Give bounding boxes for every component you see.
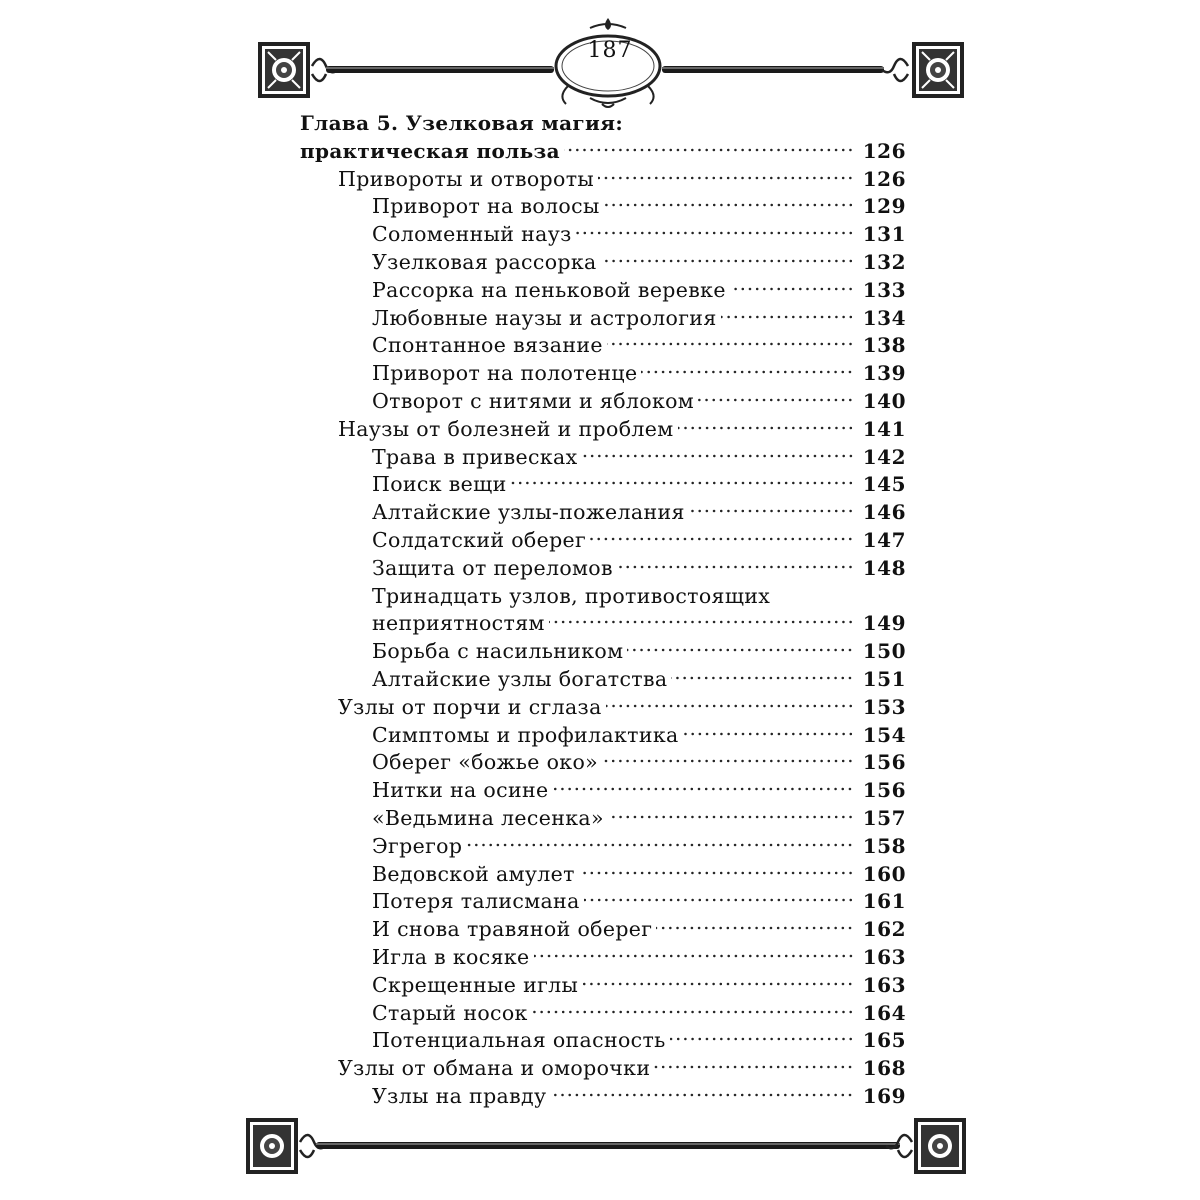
toc-entry bbox=[300, 221, 906, 249]
toc-entry bbox=[300, 138, 906, 166]
toc-leader-dots bbox=[678, 425, 854, 431]
toc-entry bbox=[300, 166, 906, 194]
toc-entry-title: Трава в привесках bbox=[372, 444, 578, 469]
toc-leader-dots bbox=[590, 536, 854, 542]
toc-entry-title: Потенциальная опасность bbox=[372, 1028, 666, 1053]
toc-entry bbox=[300, 666, 906, 694]
toc-leader-dots bbox=[532, 1009, 854, 1015]
toc-entry bbox=[300, 861, 906, 889]
page-number: 187 bbox=[587, 38, 633, 63]
toc-entry-page: 160 bbox=[862, 861, 906, 886]
toc-leader-dots bbox=[656, 925, 854, 931]
toc-entry bbox=[300, 527, 906, 555]
toc-entry-title: Узлы от обмана и оморочки bbox=[338, 1056, 651, 1081]
toc-entry-title: Спонтанное вязание bbox=[372, 333, 603, 358]
toc-leader-dots bbox=[602, 758, 854, 764]
toc-entry bbox=[300, 805, 906, 833]
toc-entry-title: И снова травяной оберег bbox=[372, 917, 653, 942]
toc-entry bbox=[300, 360, 906, 388]
toc-leader-dots bbox=[534, 953, 855, 959]
toc-entry-page: 139 bbox=[862, 361, 906, 386]
toc-entry-title: Поиск вещи bbox=[372, 472, 507, 497]
toc-entry-page: 154 bbox=[862, 722, 906, 747]
toc-entry-page: 132 bbox=[862, 249, 906, 274]
toc-entry-title: Скрещенные иглы bbox=[372, 972, 579, 997]
toc-entry bbox=[300, 1083, 906, 1111]
toc-entry-title: Алтайские узлы-пожелания bbox=[372, 500, 685, 525]
toc-entry-page: 161 bbox=[862, 889, 906, 914]
toc-entry bbox=[300, 638, 906, 666]
toc-entry-page: 156 bbox=[862, 778, 906, 803]
toc-leader-dots bbox=[721, 314, 854, 320]
toc-entry-page: 165 bbox=[862, 1028, 906, 1053]
toc-entry-title: Отворот с нитями и яблоком bbox=[372, 388, 695, 413]
toc-entry-title: Приворот на волосы bbox=[372, 194, 600, 219]
toc-entry-page: 164 bbox=[862, 1000, 906, 1025]
toc-leader-dots bbox=[601, 258, 854, 264]
toc-entry bbox=[300, 388, 906, 416]
toc-entry-title: Приворот на полотенце bbox=[372, 361, 638, 386]
toc-entry-title: Узлы на правду bbox=[372, 1083, 547, 1108]
toc-entry-page: 148 bbox=[862, 555, 906, 580]
toc-leader-dots bbox=[606, 703, 854, 709]
toc-leader-dots bbox=[576, 230, 854, 236]
toc-leader-dots bbox=[607, 341, 854, 347]
toc-entry-title: Тринадцать узлов, противостоящих bbox=[372, 583, 771, 608]
toc-entry-page: 131 bbox=[862, 222, 906, 247]
toc-entry-title: Потеря талисмана bbox=[372, 889, 580, 914]
toc-leader-dots bbox=[582, 453, 854, 459]
toc-entry-page: 138 bbox=[862, 333, 906, 358]
toc-entry-title: Игла в косяке bbox=[372, 944, 530, 969]
toc-entry bbox=[300, 944, 906, 972]
toc-entry-page: 157 bbox=[862, 805, 906, 830]
toc-entry-page: 147 bbox=[862, 527, 906, 552]
toc-entry-title: Ведовской амулет bbox=[372, 861, 575, 886]
toc-entry-page: 133 bbox=[862, 277, 906, 302]
toc-entry-page: 129 bbox=[862, 194, 906, 219]
toc-entry-page: 150 bbox=[862, 639, 906, 664]
toc-entry bbox=[300, 416, 906, 444]
toc-entry bbox=[300, 332, 906, 360]
toc-leader-dots bbox=[511, 480, 854, 486]
toc-leader-dots bbox=[549, 619, 854, 625]
toc-entry-page: 134 bbox=[862, 305, 906, 330]
toc-entry-page: 151 bbox=[862, 666, 906, 691]
toc-entry bbox=[300, 499, 906, 527]
toc-entry-title: Соломенный науз bbox=[372, 222, 572, 247]
toc-entry-title: Старый носок bbox=[372, 1000, 528, 1025]
toc-entry-title: Глава 5. Узелковая магия: bbox=[300, 111, 624, 135]
toc-entry-page: 140 bbox=[862, 388, 906, 413]
toc-entry bbox=[300, 110, 906, 138]
toc-entry-page: 163 bbox=[862, 944, 906, 969]
toc-entry-title: Наузы от болезней и проблем bbox=[338, 416, 674, 441]
table-of-contents bbox=[300, 110, 906, 1111]
toc-entry-page: 142 bbox=[862, 444, 906, 469]
toc-entry-title: практическая польза bbox=[300, 138, 560, 163]
toc-entry-page: 141 bbox=[862, 416, 906, 441]
toc-entry bbox=[300, 249, 906, 277]
toc-entry bbox=[300, 610, 906, 638]
toc-entry-page: 169 bbox=[862, 1083, 906, 1108]
left-ornate-box bbox=[258, 42, 310, 98]
toc-leader-dots bbox=[608, 814, 854, 820]
toc-entry bbox=[300, 1000, 906, 1028]
toc-leader-dots bbox=[641, 369, 854, 375]
toc-entry-title: Борьба с насильником bbox=[372, 639, 624, 664]
toc-entry-title: Нитки на осине bbox=[372, 778, 549, 803]
toc-entry-title: Алтайские узлы богатства bbox=[372, 666, 668, 691]
toc-entry bbox=[300, 916, 906, 944]
toc-leader-dots bbox=[564, 147, 854, 153]
toc-leader-dots bbox=[582, 981, 854, 987]
toc-entry bbox=[300, 833, 906, 861]
toc-entry-title: Симптомы и профилактика bbox=[372, 722, 679, 747]
toc-leader-dots bbox=[579, 870, 854, 876]
toc-leader-dots bbox=[671, 675, 854, 681]
toc-leader-dots bbox=[670, 1036, 854, 1042]
toc-entry bbox=[300, 749, 906, 777]
toc-entry-page: 126 bbox=[862, 166, 906, 191]
toc-entry-page: 162 bbox=[862, 917, 906, 942]
toc-leader-dots bbox=[689, 508, 854, 514]
toc-leader-dots bbox=[552, 786, 854, 792]
toc-entry-title: «Ведьмина лесенка» bbox=[372, 805, 604, 830]
footer-ornament-graphic bbox=[0, 1108, 1200, 1182]
toc-entry-title: Рассорка на пеньковой веревке bbox=[372, 277, 726, 302]
toc-entry bbox=[300, 1027, 906, 1055]
toc-entry bbox=[300, 193, 906, 221]
toc-leader-dots bbox=[598, 175, 854, 181]
toc-leader-dots bbox=[584, 897, 854, 903]
toc-entry-title: Узелковая рассорка bbox=[372, 249, 597, 274]
toc-entry-title: Солдатский оберег bbox=[372, 527, 587, 552]
toc-leader-dots bbox=[617, 564, 854, 570]
toc-entry bbox=[300, 277, 906, 305]
toc-entry-title: Узлы от порчи и сглаза bbox=[338, 694, 602, 719]
toc-entry bbox=[300, 1055, 906, 1083]
toc-entry bbox=[300, 722, 906, 750]
toc-entry-title: Оберег «божье око» bbox=[372, 750, 599, 775]
toc-leader-dots bbox=[466, 842, 854, 848]
toc-entry-page: 149 bbox=[862, 611, 906, 636]
toc-entry bbox=[300, 888, 906, 916]
toc-entry bbox=[300, 555, 906, 583]
toc-entry bbox=[300, 471, 906, 499]
toc-entry-page: 145 bbox=[862, 472, 906, 497]
toc-entry-page: 163 bbox=[862, 972, 906, 997]
toc-entry bbox=[300, 305, 906, 333]
toc-entry bbox=[300, 777, 906, 805]
toc-entry-page: 146 bbox=[862, 500, 906, 525]
toc-entry bbox=[300, 444, 906, 472]
toc-leader-dots bbox=[627, 647, 854, 653]
toc-entry-page: 126 bbox=[862, 138, 906, 163]
toc-entry-title: Эгрегор bbox=[372, 833, 463, 858]
toc-entry-title: Привороты и отвороты bbox=[338, 166, 595, 191]
toc-entry bbox=[300, 972, 906, 1000]
bottom-left-ornate-box bbox=[246, 1118, 298, 1174]
toc-leader-dots bbox=[683, 731, 854, 737]
toc-entry bbox=[300, 583, 906, 611]
toc-leader-dots bbox=[730, 286, 854, 292]
toc-entry-page: 156 bbox=[862, 750, 906, 775]
bottom-ornament bbox=[0, 1108, 1200, 1182]
toc-entry-title: Защита от переломов bbox=[372, 555, 613, 580]
right-ornate-box bbox=[912, 42, 964, 98]
toc-entry-title: Любовные наузы и астрология bbox=[372, 305, 717, 330]
toc-entry-title: неприятностям bbox=[372, 611, 545, 636]
toc-entry bbox=[300, 694, 906, 722]
toc-leader-dots bbox=[654, 1064, 854, 1070]
toc-entry-page: 158 bbox=[862, 833, 906, 858]
toc-entry-page: 153 bbox=[862, 694, 906, 719]
toc-leader-dots bbox=[604, 202, 854, 208]
toc-entry-page: 168 bbox=[862, 1056, 906, 1081]
toc-leader-dots bbox=[550, 1092, 854, 1098]
bottom-right-ornate-box bbox=[914, 1118, 966, 1174]
toc-leader-dots bbox=[698, 397, 854, 403]
